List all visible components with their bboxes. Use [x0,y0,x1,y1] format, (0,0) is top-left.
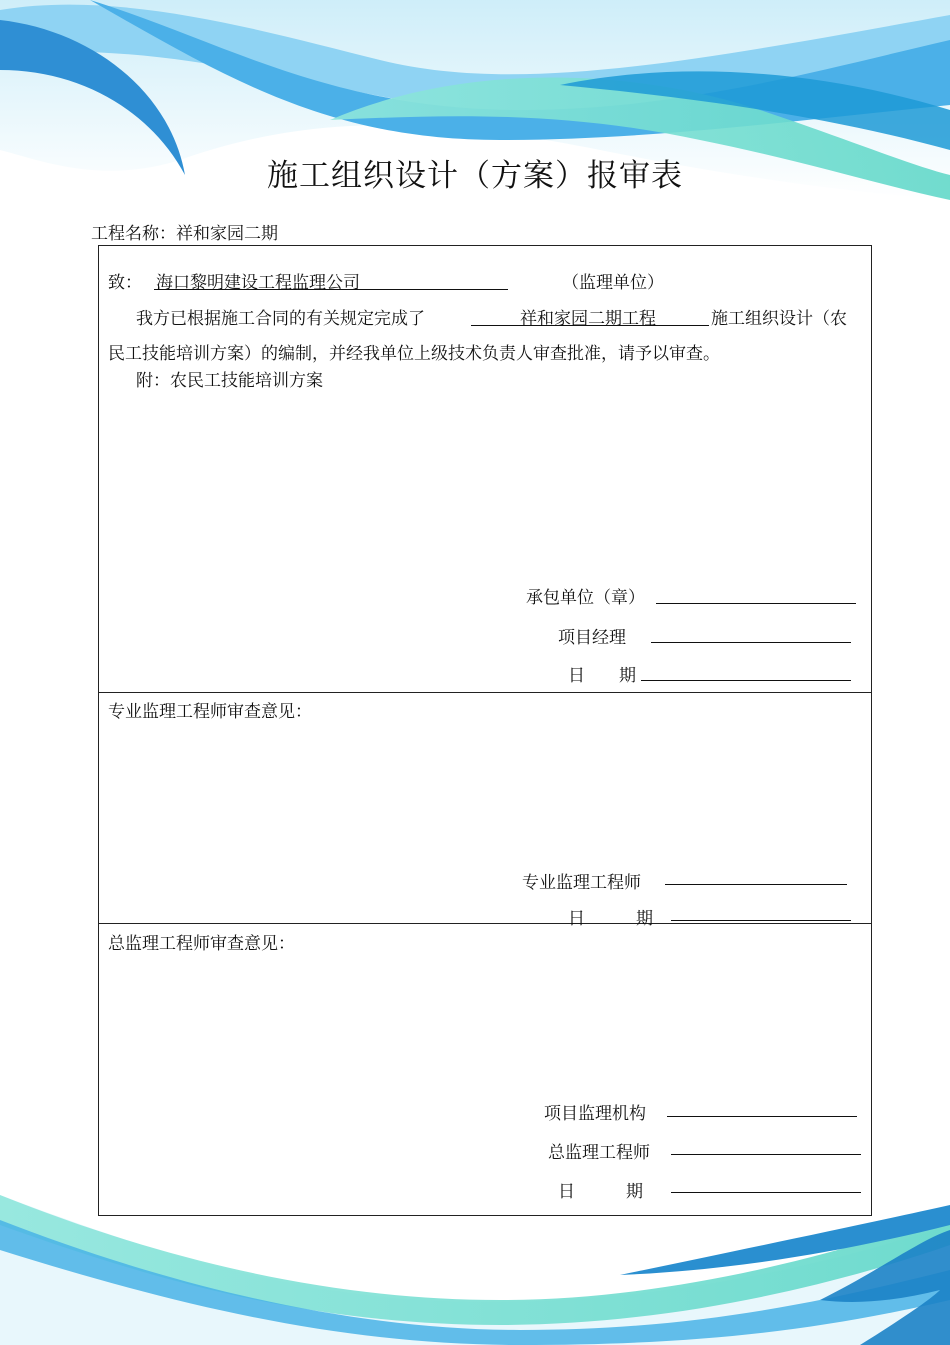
specialist-engineer-label: 专业监理工程师 [522,873,641,893]
engineer-review-heading: 专业监理工程师审查意见： [108,702,312,722]
chief-engineer-label: 总监理工程师 [548,1143,650,1163]
to-label: 致： [108,273,142,293]
project-supervision-org-label: 项目监理机构 [544,1104,646,1124]
attachment-line: 附：农民工技能培训方案 [136,371,323,391]
statement-prefix: 我方已根据施工合同的有关规定完成了 [136,309,425,329]
contractor-seal-line[interactable] [656,603,856,604]
engineer-date-line[interactable] [671,920,851,921]
contractor-date-line[interactable] [641,680,851,681]
project-name-line: 工程名称：祥和家园二期 [91,224,278,244]
contractor-seal-label: 承包单位（章） [526,588,645,608]
chief-review-heading: 总监理工程师审查意见： [108,934,295,954]
chief-review-section [99,924,871,1214]
page-title: 施工组织设计（方案）报审表 [267,158,683,194]
project-manager-line[interactable] [651,642,851,643]
supervision-unit-label: （监理单位） [562,273,664,293]
chief-engineer-line[interactable] [671,1154,861,1155]
review-form [98,245,872,1216]
engineer-review-section [99,692,871,929]
chief-date-line[interactable] [671,1192,861,1193]
supervision-company: 海口黎明建设工程监理公司 [156,273,360,293]
statement-line-2: 民工技能培训方案）的编制，并经我单位上级技术负责人审查批准，请予以审查。 [108,344,720,364]
project-manager-label: 项目经理 [558,628,626,648]
project-supervision-org-line[interactable] [667,1116,857,1117]
chief-date-label: 日 期 [558,1182,643,1202]
statement-project: 祥和家园二期工程 [520,309,656,329]
statement-suffix: 施工组织设计（农 [711,309,847,329]
contractor-section [99,246,871,693]
project-underline [471,325,709,326]
engineer-date-label: 日 期 [568,909,653,929]
contractor-date-label: 日 期 [568,666,636,686]
company-underline [154,289,508,290]
specialist-engineer-line[interactable] [665,884,847,885]
